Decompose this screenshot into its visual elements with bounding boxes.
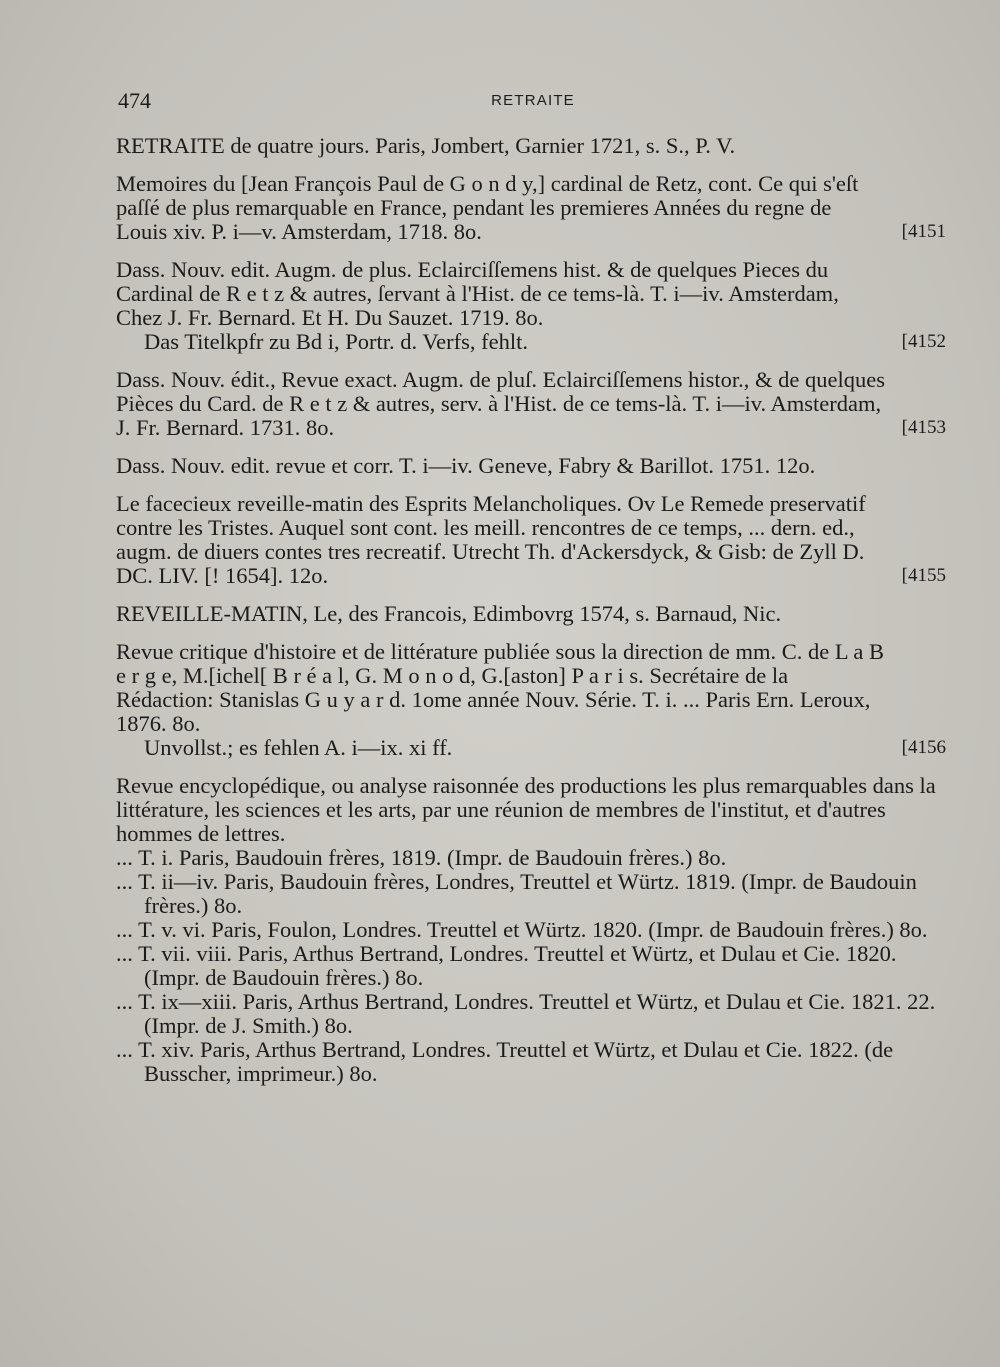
page-header [118,88,948,118]
entry-reference-number: [4152 [901,331,946,352]
entry-text: Le facecieux reveille-matin des Esprits Melancholiques. Ov Le Remede preservatif contre les Tristes. Auquel sont cont. les meill. rencontres de ce temps, ... dern. ed., augm. de diuers contes tres recreatif. Utrecht Th. d'Ackersdyck, & Gisb: de Zyll D. DC. LIV. [! 1654]. 12o. [116,491,866,588]
catalog-entry [116,134,946,158]
entry-text: Dass. Nouv. edit. Augm. de plus. Eclairciſſemens hist. & de quelques Pieces du Cardinal de R e t z & autres, ſervant à l'Hist. de ce tems-là. T. i—iv. Amsterdam, Chez J. Fr. Bernard. Et H. Du Sauzet. 1719. 8o. [116,257,839,330]
entry-text: RETRAITE de quatre jours. Paris, Jombert, Garnier 1721, s. S., P. V. [116,133,736,158]
catalog-entry [116,258,946,354]
entry-reference-number: [4156 [901,737,946,758]
volume-line: ... T. ii—iv. Paris, Baudouin frères, Londres, Treuttel et Würtz. 1819. (Impr. de Baudouin frères.) 8o. [116,869,917,918]
catalog-entries [116,134,946,1100]
volume-line: ... T. i. Paris, Baudouin frères, 1819. (Impr. de Baudouin frères.) 8o. [116,845,727,870]
catalog-entry [116,368,946,440]
entry-text: REVEILLE-MATIN, Le, des Francois, Edimbovrg 1574, s. Barnaud, Nic. [116,601,782,626]
catalog-entry [116,454,946,478]
entry-note: Das Titelkpfr zu Bd i, Portr. d. Verfs, fehlt. [144,329,528,354]
entry-text: Dass. Nouv. édit., Revue exact. Augm. de pluſ. Eclairciſſemens histor., & de quelques Pièces du Card. de R e t z & autres, serv. à l'Hist. de ce tems-là. T. i—iv. Amsterdam, J. Fr. Bernard. 1731. 8o. [116,367,885,440]
catalog-entry [116,492,946,588]
entry-text: Dass. Nouv. edit. revue et corr. T. i—iv. Geneve, Fabry & Barillot. 1751. 12o. [116,453,816,478]
entry-text: Revue critique d'histoire et de littérature publiée sous la direction de mm. C. de L a B e r g e, M.[ichel[ B r é a l, G. M o n o d, G.[aston] P a r i s. Secrétaire de la Rédaction: Stanislas G u y a r d. 1ome année Nouv. Série. T. i. ... Paris Ern. Leroux, 1876. 8o. [116,639,884,736]
entry-text: Revue encyclopédique, ou analyse raisonnée des productions les plus remarquables dans la littérature, les sciences et les arts, par une réunion de membres de l'institut, et d'autres hommes de lettres. [116,773,936,846]
catalog-entry [116,172,946,244]
catalog-entry [116,640,946,760]
entry-note: Unvollst.; es fehlen A. i—ix. xi ff. [144,735,453,760]
entry-reference-number: [4153 [901,417,946,438]
entry-text: Memoires du [Jean François Paul de G o n d y,] cardinal de Retz, cont. Ce qui s'eſt paſſé de plus remarquable en France, pendant les premieres Années du regne de Louis xiv. P. i—v. Amsterdam, 1718. 8o. [116,171,859,244]
volume-line: ... T. xiv. Paris, Arthus Bertrand, Londres. Treuttel et Würtz, et Dulau et Cie. 1822. (de Busscher, imprimeur.) 8o. [116,1037,894,1086]
volume-line: ... T. vii. viii. Paris, Arthus Bertrand, Londres. Treuttel et Würtz, et Dulau et Cie. 1820. (Impr. de Baudouin frères.) 8o. [116,941,897,990]
volume-line: ... T. ix—xiii. Paris, Arthus Bertrand, Londres. Treuttel et Würtz, et Dulau et Cie. 1821. 22. (Impr. de J. Smith.) 8o. [116,989,936,1038]
running-title: RETRAITE [491,92,575,109]
entry-reference-number: [4151 [901,221,946,242]
page-number: 474 [118,88,151,113]
volume-line: ... T. v. vi. Paris, Foulon, Londres. Treuttel et Würtz. 1820. (Impr. de Baudouin frères.) 8o. [116,917,928,942]
entry-reference-number: [4155 [901,565,946,586]
catalog-entry [116,774,946,1086]
catalog-entry [116,602,946,626]
